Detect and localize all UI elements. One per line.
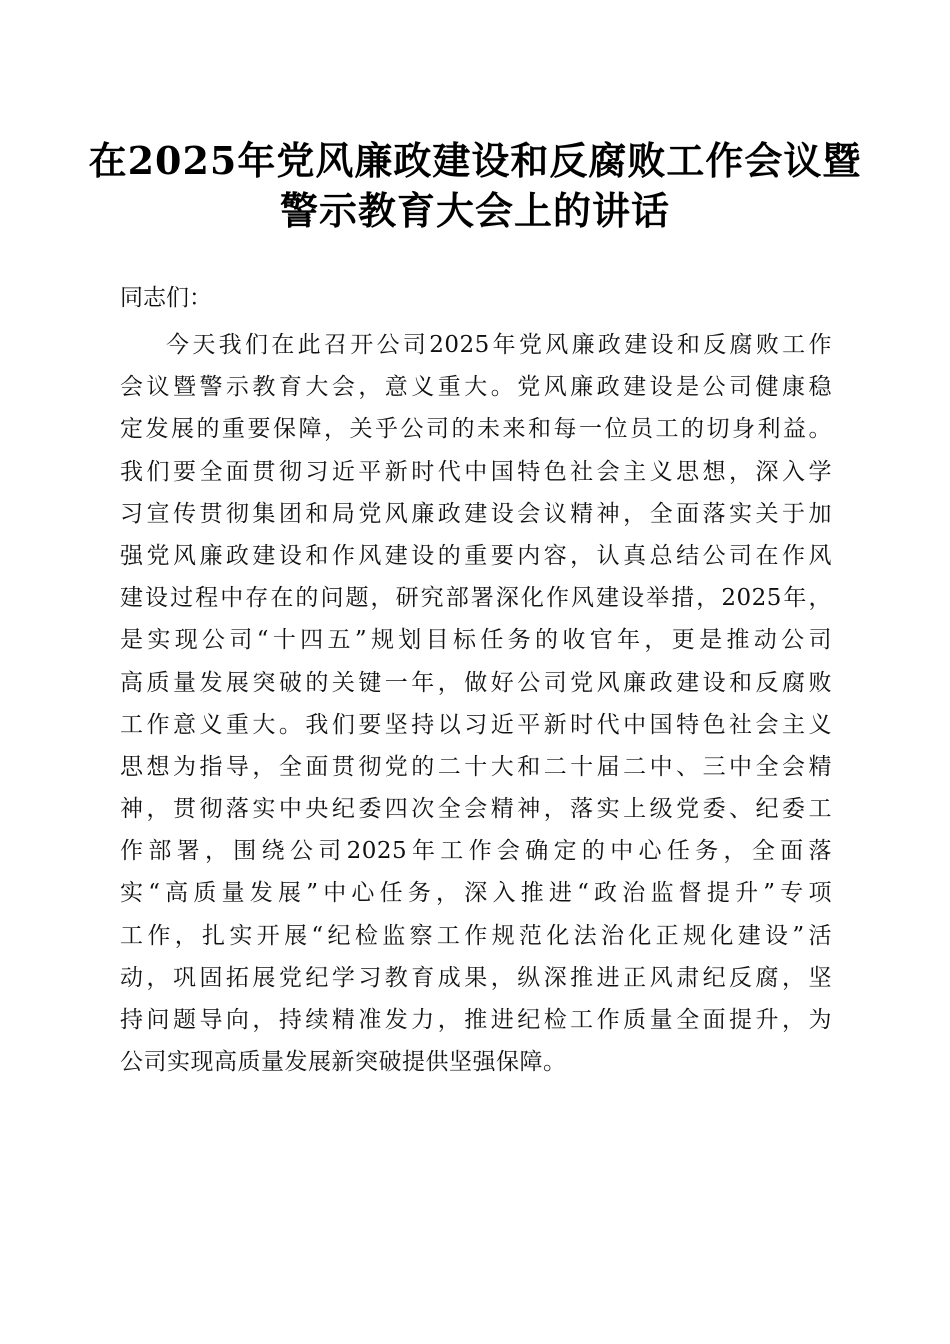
paragraph-line: 实“高质量发展”中心任务，深入推进“政治监督提升”专项 [120, 880, 832, 907]
paragraph-line: 会议暨警示教育大会，意义重大。党风廉政建设是公司健康稳 [120, 374, 832, 401]
paragraph-line: 工作，扎实开展“纪检监察工作规范化法治化正规化建设”活 [120, 922, 832, 949]
paragraph-line: 习宣传贯彻集团和局党风廉政建设会议精神，全面落实关于加 [120, 500, 832, 527]
paragraph-line: 建设过程中存在的问题，研究部署深化作风建设举措，2025年， [120, 585, 832, 612]
paragraph-line: 神，贯彻落实中央纪委四次全会精神，落实上级党委、纪委工 [120, 796, 832, 823]
paragraph-line: 我们要全面贯彻习近平新时代中国特色社会主义思想，深入学 [120, 458, 832, 485]
paragraph-line: 公司实现高质量发展新突破提供坚强保障。 [120, 1049, 567, 1076]
paragraph-line: 定发展的重要保障，关乎公司的未来和每一位员工的切身利益。 [120, 416, 832, 443]
title-line-2: 警示教育大会上的讲话 [279, 188, 670, 233]
paragraph-line: 作部署，围绕公司2025年工作会确定的中心任务，全面落 [120, 838, 832, 865]
title-line-1: 在2025年党风廉政建设和反腐败工作会议暨 [88, 138, 862, 183]
paragraph-line: 今天我们在此召开公司2025年党风廉政建设和反腐败工作 [166, 332, 832, 358]
paragraph-line: 是实现公司“十四五”规划目标任务的收官年，更是推动公司 [120, 627, 832, 654]
paragraph-line: 动，巩固拓展党纪学习教育成果，纵深推进正风肃纪反腐，坚 [120, 964, 832, 991]
paragraph-line: 持问题导向，持续精准发力，推进纪检工作质量全面提升，为 [120, 1007, 832, 1033]
page-title [80, 136, 870, 236]
paragraph-line: 工作意义重大。我们要坚持以习近平新时代中国特色社会主义 [120, 711, 832, 738]
paragraph-line: 高质量发展突破的关键一年，做好公司党风廉政建设和反腐败 [120, 669, 832, 696]
body-paragraph [120, 324, 832, 1083]
salutation: 同志们： [120, 285, 212, 311]
paragraph-line: 思想为指导，全面贯彻党的二十大和二十届二中、三中全会精 [120, 753, 832, 780]
paragraph-line: 强党风廉政建设和作风建设的重要内容，认真总结公司在作风 [120, 542, 832, 569]
